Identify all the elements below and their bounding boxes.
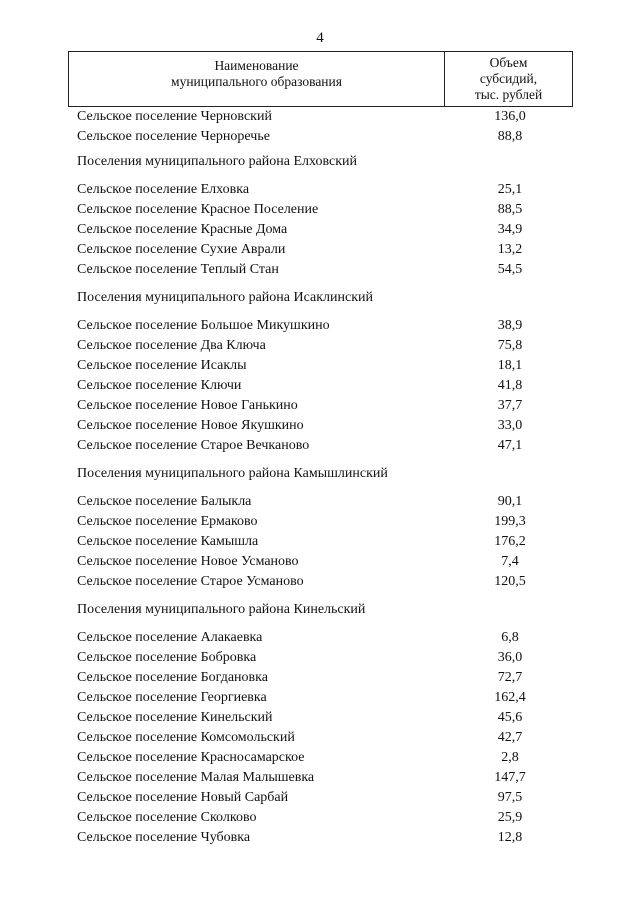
- subsidy-value: 45,6: [497, 710, 523, 725]
- municipality-name: Сельское поселение Красное Поселение: [77, 202, 319, 217]
- subsidy-value: 33,0: [497, 418, 523, 433]
- table-row: [0, 317, 640, 337]
- table-row: [0, 769, 640, 789]
- municipality-name: Сельское поселение Черноречье: [77, 129, 270, 144]
- table-row: [0, 337, 640, 357]
- subsidy-value: 2,8: [501, 750, 519, 765]
- subsidy-value: 42,7: [497, 730, 523, 745]
- subsidy-value: 13,2: [497, 242, 523, 257]
- header-subsidy-volume: Объем субсидий, тыс. рублей: [474, 55, 543, 102]
- table-row: [0, 709, 640, 729]
- municipality-name: Сельское поселение Красносамарское: [77, 750, 305, 765]
- table-row: [0, 533, 640, 553]
- table-row: [0, 789, 640, 809]
- subsidy-value: 7,4: [501, 554, 519, 569]
- municipality-name: Сельское поселение Новое Ганькино: [77, 398, 298, 413]
- subsidy-value: 120,5: [494, 574, 526, 589]
- municipality-name: Сельское поселение Балыкла: [77, 494, 252, 509]
- subsidy-value: 34,9: [497, 222, 523, 237]
- table-row: [0, 241, 640, 261]
- municipality-name: Сельское поселение Богдановка: [77, 670, 268, 685]
- group-heading: Поселения муниципального района Елховский: [77, 154, 358, 169]
- municipality-name: Сельское поселение Исаклы: [77, 358, 247, 373]
- table-row: [0, 377, 640, 397]
- municipality-name: Сельское поселение Сколково: [77, 810, 257, 825]
- subsidy-value: 36,0: [497, 650, 523, 665]
- municipality-name: Сельское поселение Камышла: [77, 534, 259, 549]
- municipality-name: Сельское поселение Красные Дома: [77, 222, 288, 237]
- subsidy-value: 54,5: [497, 262, 523, 277]
- table-row: [0, 669, 640, 689]
- table-row: [0, 553, 640, 573]
- municipality-name: Сельское поселение Два Ключа: [77, 338, 266, 353]
- municipality-name: Сельское поселение Георгиевка: [77, 690, 267, 705]
- municipality-name: Сельское поселение Малая Малышевка: [77, 770, 315, 785]
- group-heading: Поселения муниципального района Исаклинский: [77, 290, 373, 305]
- table-row: [0, 493, 640, 513]
- subsidy-value: 6,8: [501, 630, 519, 645]
- group-heading-row: [0, 289, 640, 309]
- municipality-name: Сельское поселение Ермаково: [77, 514, 258, 529]
- subsidy-value: 47,1: [497, 438, 523, 453]
- subsidy-value: 136,0: [494, 109, 526, 124]
- subsidy-value: 37,7: [497, 398, 523, 413]
- table-row: [0, 181, 640, 201]
- municipality-name: Сельское поселение Старое Вечканово: [77, 438, 310, 453]
- subsidy-value: 18,1: [497, 358, 523, 373]
- header-municipality-name: Наименование муниципального образования: [171, 58, 342, 89]
- table-row: [0, 128, 640, 148]
- municipality-name: Сельское поселение Бобровка: [77, 650, 257, 665]
- municipality-name: Сельское поселение Черновский: [77, 109, 272, 124]
- table-row: [0, 809, 640, 829]
- table-row: [0, 397, 640, 417]
- subsidy-value: 88,8: [497, 129, 523, 144]
- table-row: [0, 357, 640, 377]
- municipality-name: Сельское поселение Комсомольский: [77, 730, 295, 745]
- municipality-name: Сельское поселение Новый Сарбай: [77, 790, 289, 805]
- subsidy-value: 162,4: [494, 690, 526, 705]
- subsidy-value: 147,7: [494, 770, 526, 785]
- subsidy-value: 90,1: [497, 494, 523, 509]
- table-row: [0, 689, 640, 709]
- municipality-name: Сельское поселение Алакаевка: [77, 630, 263, 645]
- table-row: [0, 108, 640, 128]
- subsidy-value: 97,5: [497, 790, 523, 805]
- subsidy-value: 88,5: [497, 202, 523, 217]
- table-row: [0, 749, 640, 769]
- table-header: [68, 51, 573, 107]
- subsidy-value: 38,9: [497, 318, 523, 333]
- municipality-name: Сельское поселение Чубовка: [77, 830, 251, 845]
- table-row: [0, 221, 640, 241]
- municipality-name: Сельское поселение Кинельский: [77, 710, 273, 725]
- group-heading-row: [0, 601, 640, 621]
- table-row: [0, 261, 640, 281]
- group-heading: Поселения муниципального района Камышлинский: [77, 466, 388, 481]
- municipality-name: Сельское поселение Теплый Стан: [77, 262, 279, 277]
- subsidy-value: 12,8: [497, 830, 523, 845]
- table-row: [0, 417, 640, 437]
- municipality-name: Сельское поселение Большое Микушкино: [77, 318, 330, 333]
- municipality-name: Сельское поселение Елховка: [77, 182, 250, 197]
- table-row: [0, 729, 640, 749]
- table-row: [0, 437, 640, 457]
- subsidy-value: 199,3: [494, 514, 526, 529]
- group-heading-row: [0, 465, 640, 485]
- municipality-name: Сельское поселение Новое Якушкино: [77, 418, 304, 433]
- subsidy-value: 25,9: [497, 810, 523, 825]
- subsidy-value: 176,2: [494, 534, 526, 549]
- table-row: [0, 573, 640, 593]
- subsidy-value: 72,7: [497, 670, 523, 685]
- table-row: [0, 629, 640, 649]
- subsidy-value: 25,1: [497, 182, 523, 197]
- municipality-name: Сельское поселение Старое Усманово: [77, 574, 304, 589]
- table-row: [0, 649, 640, 669]
- table-row: [0, 829, 640, 849]
- municipality-name: Сельское поселение Сухие Аврали: [77, 242, 286, 257]
- page-number: 4: [316, 30, 324, 46]
- municipality-name: Сельское поселение Ключи: [77, 378, 242, 393]
- group-heading-row: [0, 153, 640, 173]
- municipality-name: Сельское поселение Новое Усманово: [77, 554, 299, 569]
- table-row: [0, 201, 640, 221]
- table-row: [0, 513, 640, 533]
- group-heading: Поселения муниципального района Кинельский: [77, 602, 366, 617]
- subsidy-value: 41,8: [497, 378, 523, 393]
- subsidy-value: 75,8: [497, 338, 523, 353]
